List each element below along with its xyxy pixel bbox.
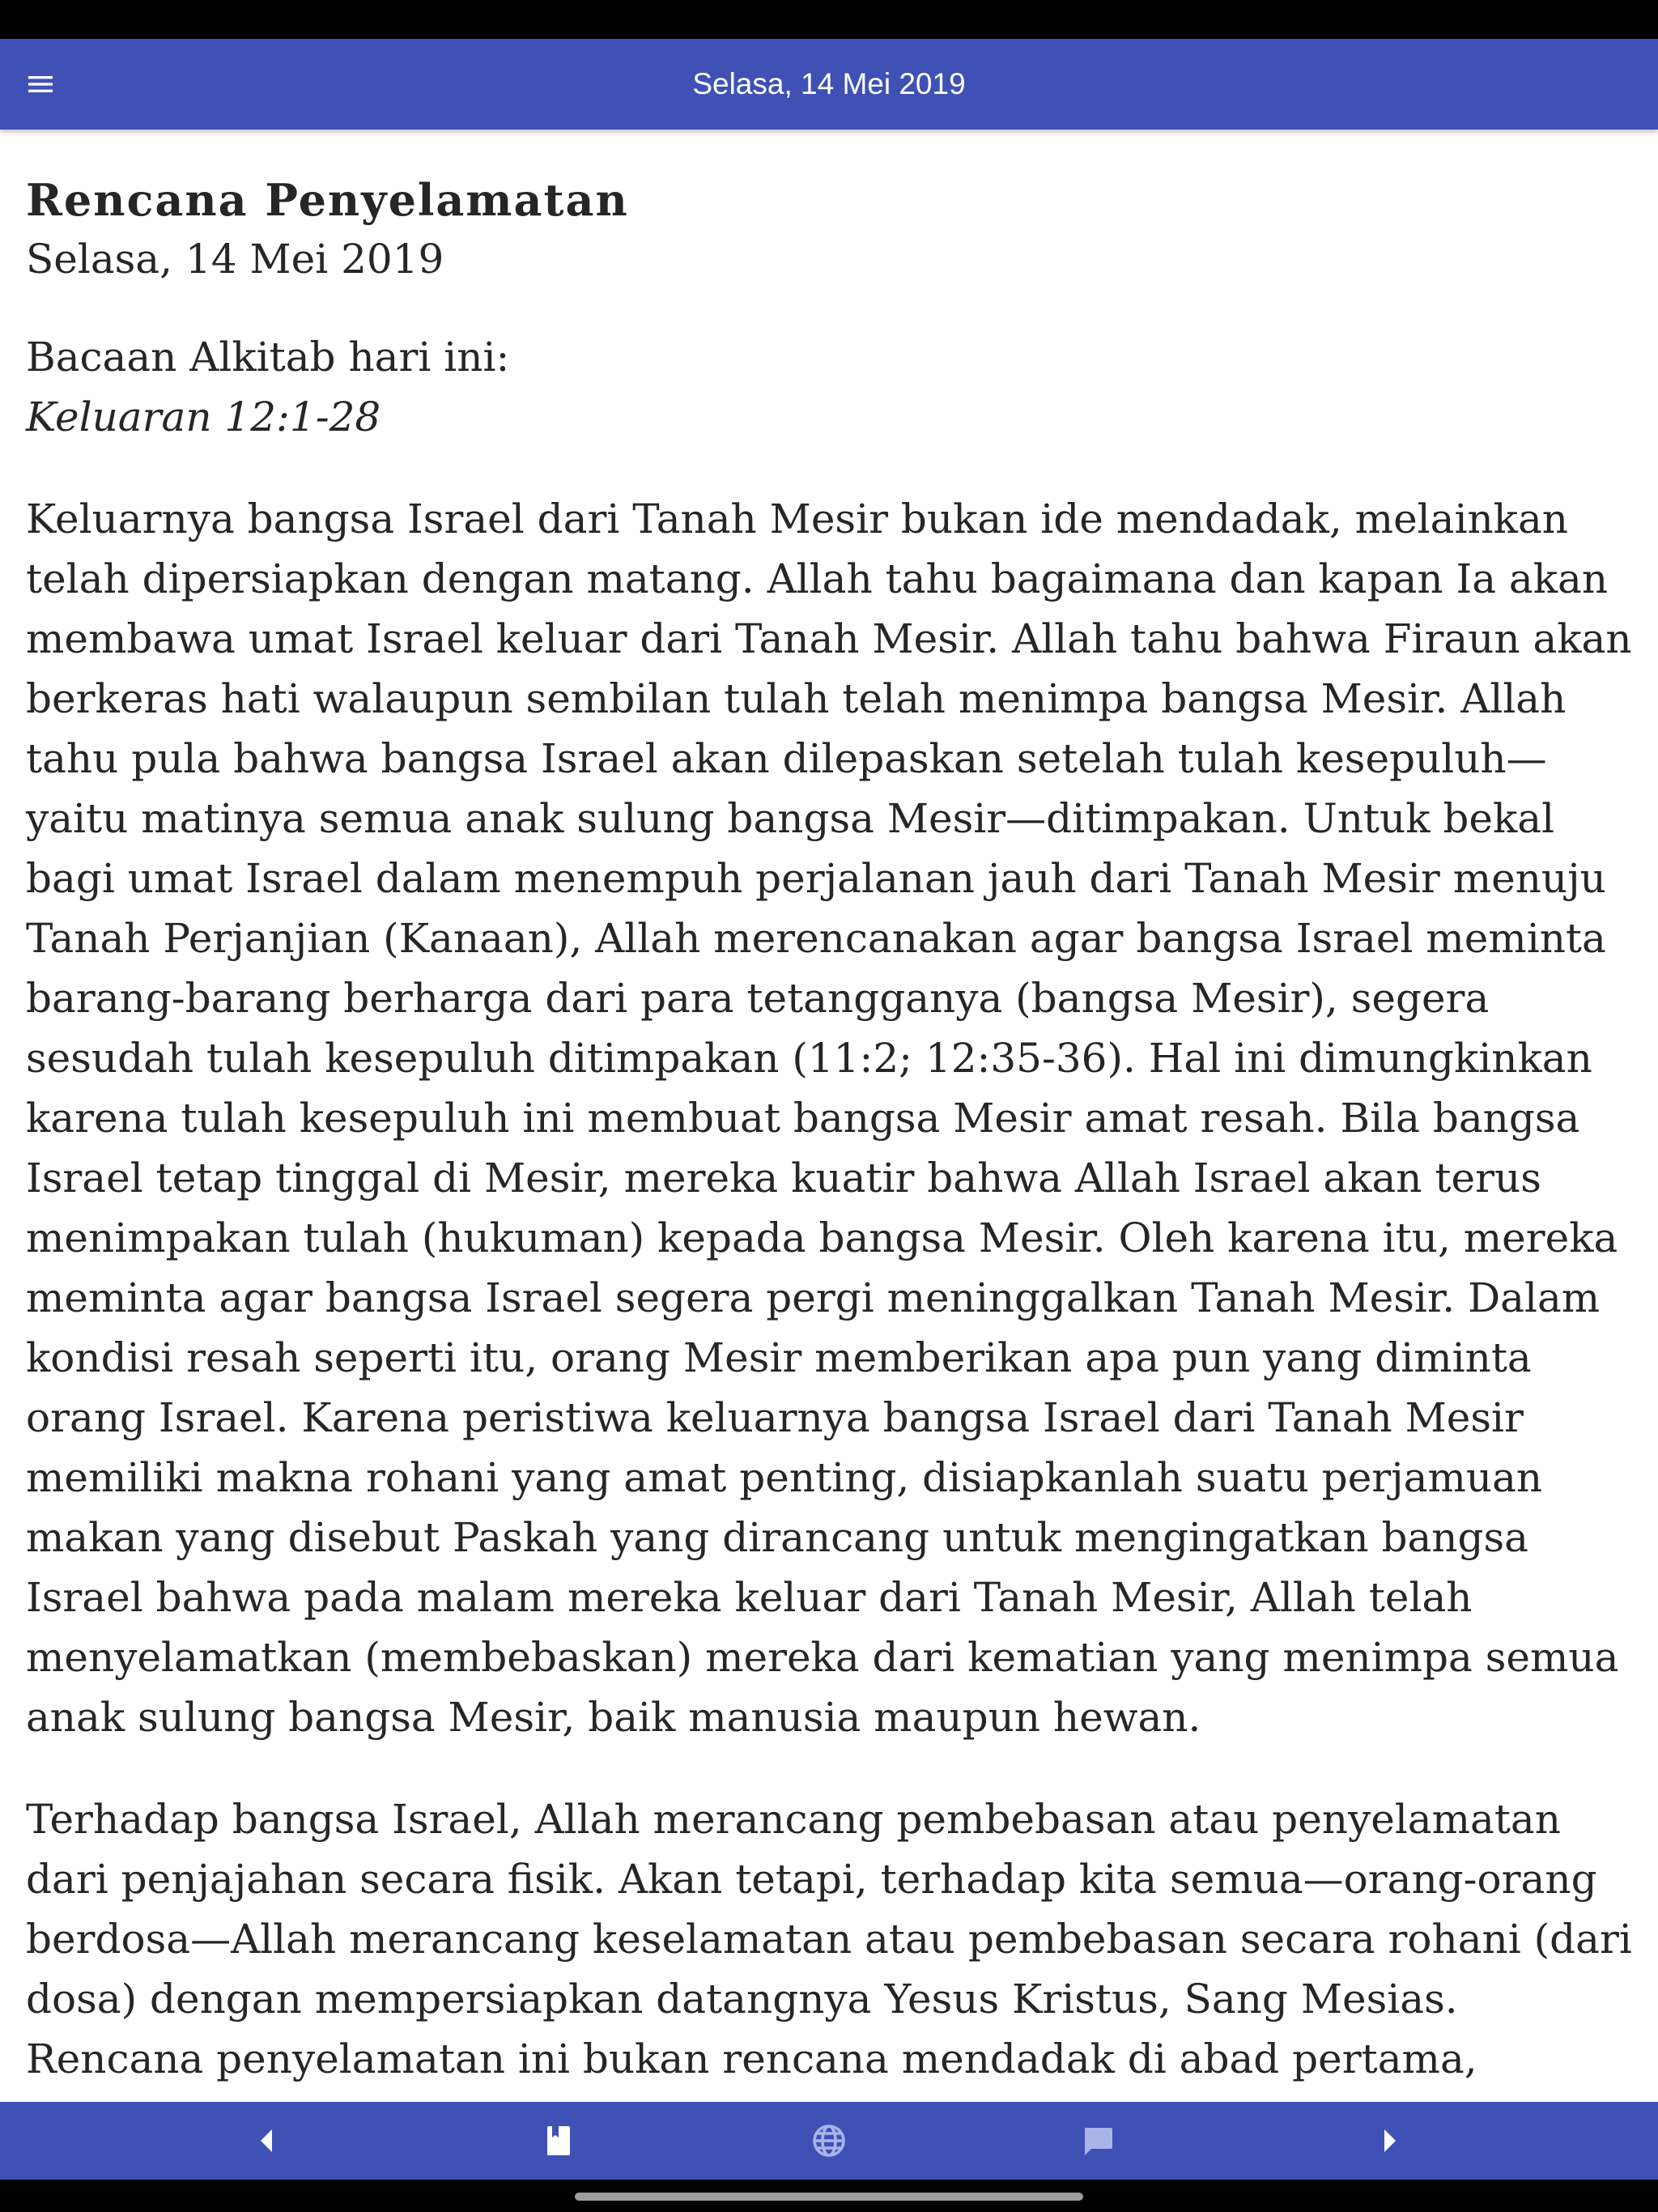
bottom-navigation: [0, 2102, 1658, 2180]
book-icon: [539, 2121, 578, 2160]
website-button[interactable]: [790, 2102, 868, 2180]
status-bar: [0, 0, 1658, 39]
globe-icon: [810, 2121, 848, 2160]
chevron-left-icon: [248, 2121, 287, 2160]
reading-reference: Keluaran 12:1-28: [26, 393, 381, 440]
app-bar: [0, 39, 1658, 130]
article-paragraph: Terhadap bangsa Israel, Allah merancang pembebasan atau penyelamatan dari penjajahan secara fisik. Akan tetapi, terhadap kita semua—orang-orang berdosa—Allah merancang keselamatan atau pembebasan secara rohani (dari dosa) dengan mempersiapkan datangnya Yesus Kristus, Sang Mesias. Rencana penyelamatan ini bukan rencana mendadak di abad pertama,: [26, 1796, 1632, 2082]
bible-reading-button[interactable]: [520, 2102, 597, 2180]
reading-label: Bacaan Alkitab hari ini:: [26, 334, 510, 381]
next-button[interactable]: [1350, 2102, 1428, 2180]
article-content[interactable]: [26, 130, 1632, 2102]
app-bar-title: Selasa, 14 Mei 2019: [692, 67, 966, 100]
comment-icon: [1078, 2121, 1117, 2160]
chevron-right-icon: [1370, 2121, 1409, 2160]
comments-button[interactable]: [1059, 2102, 1137, 2180]
article-title: Rencana Penyelamatan: [26, 174, 629, 226]
gesture-navigation-area: [0, 2180, 1658, 2212]
article-date: Selasa, 14 Mei 2019: [26, 236, 444, 283]
previous-button[interactable]: [228, 2102, 306, 2180]
article-paragraph: Keluarnya bangsa Israel dari Tanah Mesir bukan ide mendadak, melainkan telah dipersiapkan dengan matang. Allah tahu bagaimana dan kapan Ia akan membawa umat Israel keluar dari Tanah Mesir. Allah tahu bahwa Firaun akan berkeras hati walaupun sembilan tulah telah menimpa bangsa Mesir. Allah tahu pula bahwa bangsa Israel akan dilepaskan setelah tulah kesepuluh—yaitu matinya semua anak sulung bangsa Mesir—ditimpakan. Untuk bekal bagi umat Israel dalam menempuh perjalanan jauh dari Tanah Mesir menuju Tanah Perjanjian (Kanaan), Allah merencanakan agar bangsa Israel meminta barang-barang berharga dari para tetangganya (bangsa Mesir), segera sesudah tulah kesepuluh ditimpakan (11:2; 12:35-36). Hal ini dimungkinkan karena tulah kesepuluh ini membuat bangsa Mesir amat resah. Bila bangsa Israel tetap tinggal di Mesir, mereka kuatir bahwa Allah Israel akan terus menimpakan tulah (hukuman) kepada bangsa Mesir. Oleh karena itu, mereka meminta agar bangsa Israel segera pergi meninggalkan Tanah Mesir. Dalam kondisi resah seperti itu, orang Mesir memberikan apa pun yang diminta orang Israel. Karena peristiwa keluarnya bangsa Israel dari Tanah Mesir memiliki makna rohani yang amat penting, disiapkanlah suatu perjamuan makan yang disebut Paskah yang dirancang untuk mengingatkan bangsa Israel bahwa pada malam mereka keluar dari Tanah Mesir, Allah telah menyelamatkan (membebaskan) mereka dari kematian yang menimpa semua anak sulung bangsa Mesir, baik manusia maupun hewan.: [26, 496, 1632, 1741]
gesture-handle[interactable]: [575, 2193, 1083, 2201]
